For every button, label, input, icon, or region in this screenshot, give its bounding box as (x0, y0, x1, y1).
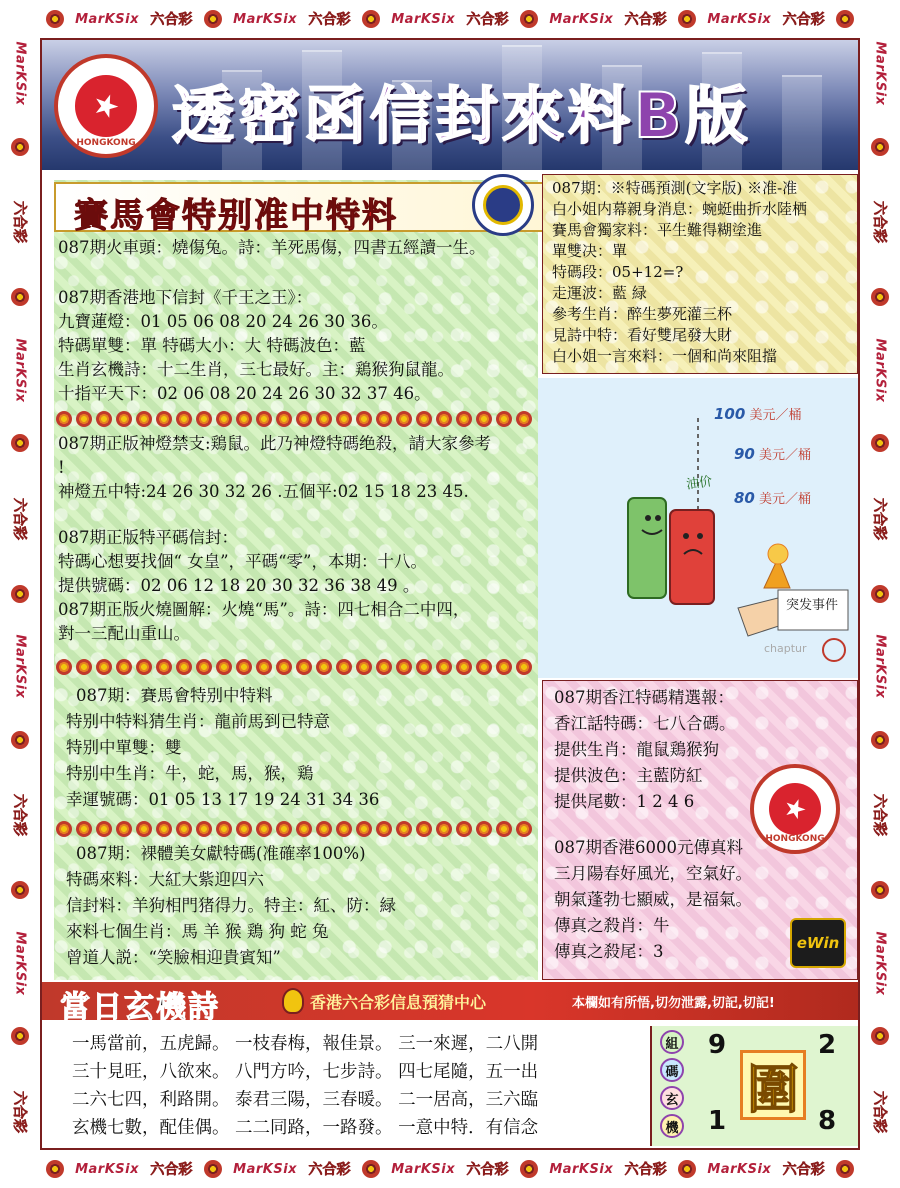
border-brand: MarKSix (872, 41, 888, 106)
combo-number: 8 (818, 1106, 837, 1136)
text-line: 傳真之殺尾：3 (554, 942, 664, 961)
bottom-banner (42, 982, 858, 1025)
text-line: 087期香港地下信封《千王之王》： (58, 288, 313, 307)
bauhinia-icon (75, 75, 136, 136)
border-brand-cn: 六合彩 (871, 200, 887, 243)
price-unit: 美元／桶 (759, 492, 812, 507)
border-brand: MarKSix (233, 1161, 298, 1177)
border-brand: MarKSix (12, 634, 28, 699)
flower-divider (56, 656, 536, 678)
price-value: 100 (714, 405, 746, 423)
price-value: 90 (734, 445, 755, 463)
main-frame (40, 38, 860, 1150)
cartoon-caption: 突发事件 (786, 598, 839, 613)
border-brand: MarKSix (549, 11, 614, 27)
flower-icon (46, 1160, 64, 1178)
gourd-icon (282, 988, 304, 1014)
flower-icon (11, 731, 29, 749)
flower-icon (871, 288, 889, 306)
combo-number: 2 (818, 1030, 837, 1060)
cartoon-drawing (538, 378, 858, 678)
text-line: 特碼單雙：單 特碼大小：大 特碼波色：藍 (58, 336, 366, 355)
flower-icon (520, 10, 538, 28)
combo-panel (650, 1026, 858, 1146)
border-brand: MarKSix (75, 1161, 139, 1177)
text-line: 提供尾數：1 2 4 6 (554, 792, 695, 811)
border-brand-cn: 六合彩 (308, 12, 351, 28)
text-line: 提供波色：主藍防紅 (554, 766, 703, 785)
text-line: 087期香江特碼精選報： (554, 688, 734, 707)
flower-icon (678, 10, 696, 28)
text-line: 特碼心想要找個“ 女皇”，平碼“零”，本期：十八。 (58, 552, 427, 571)
border-brand-cn: 六合彩 (466, 1162, 509, 1178)
poem-panel (54, 1026, 646, 1146)
flower-icon (204, 10, 222, 28)
text-line: 曾道人説：“笑臉相迎貴賓知” (66, 948, 281, 967)
text-line: 白小姐一言來料：一個和尚來阻擋 (552, 347, 778, 365)
border-brand-cn: 六合彩 (782, 1162, 825, 1178)
border-brand-cn: 六合彩 (466, 12, 509, 28)
text-line: 傳真之殺肖：牛 (554, 916, 670, 935)
text-line: 特别中特料猜生肖：龍前馬到已特意 (66, 712, 330, 731)
border-brand-cn: 六合彩 (11, 497, 27, 540)
border-brand: MarKSix (707, 11, 772, 27)
text-line: 見詩中特：看好雙尾發大財 (552, 326, 733, 344)
combo-label: 碼 (660, 1058, 684, 1082)
logo-ring (483, 185, 523, 225)
combo-label: 組 (660, 1030, 684, 1054)
flower-icon (11, 434, 29, 452)
bottom-title: 當日玄機詩 (60, 990, 220, 1025)
ewin-logo-text: eWin (796, 934, 840, 952)
text-line: 單雙决：單 (552, 242, 628, 260)
flower-icon (871, 881, 889, 899)
flower-icon (678, 1160, 696, 1178)
text-line: 特别中單雙：雙 (66, 738, 182, 757)
border-brand-cn: 六合彩 (624, 12, 667, 28)
text-line: 087期：※特碼預測(文字版) ※准-准 (552, 179, 798, 197)
border-brand-cn: 六合彩 (871, 1090, 887, 1133)
flower-icon (520, 1160, 538, 1178)
header (42, 40, 858, 170)
flower-icon (836, 10, 854, 28)
border-brand-cn: 六合彩 (11, 794, 27, 837)
text-line: ! (58, 458, 65, 477)
text-line: 特碼段：05+12=? (552, 263, 684, 281)
bottom-subtitle: 香港六合彩信息預猜中心 (310, 993, 487, 1012)
text-line: 走運波：藍 緑 (552, 284, 647, 302)
poem-line: 玄機七數，配佳偶。 二二同路，一路發。 一意中特．有信念 (72, 1118, 539, 1138)
text-line: 提供生肖：龍鼠鶏猴狗 (554, 740, 719, 759)
poem-line: 二六七四，利路開。 泰君三陽，三春暖。 二一居高，三六臨 (72, 1090, 539, 1110)
text-line: 生肖玄機詩：十二生肖，三七最好。主：鶏猴狗鼠龍。 (58, 360, 454, 379)
text-line: 十指平天下：02 06 08 20 24 26 30 32 37 46。 (58, 384, 431, 403)
border-brand: MarKSix (391, 11, 456, 27)
text-line: 087期香港6000元傳真料 (554, 838, 743, 857)
flower-icon (362, 10, 380, 28)
text-line: 087期正版神燈禁支:鶏鼠。此乃神燈特碼绝殺，請大家參考 (58, 434, 492, 453)
text-line: 白小姐内幕親身消息：蜿蜓曲折水陸栖 (552, 200, 808, 218)
flower-divider (56, 818, 536, 840)
border-brand-cn: 六合彩 (782, 12, 825, 28)
bottom-note: 本欄如有所悟,切勿泄露,切記,切記! (572, 996, 775, 1011)
flower-icon (362, 1160, 380, 1178)
poem-line: 一馬當前，五虎歸。 一枝春梅，報佳景。 三一來遲，二八開 (72, 1034, 539, 1054)
border-brand-cn: 六合彩 (871, 794, 887, 837)
border-brand-cn: 六合彩 (308, 1162, 351, 1178)
ewin-logo-icon (790, 918, 846, 968)
emblem-text: HONGKONG (765, 834, 825, 844)
flower-icon (871, 138, 889, 156)
border-brand-cn: 六合彩 (150, 1162, 193, 1178)
border-brand-cn: 六合彩 (871, 497, 887, 540)
flower-icon (11, 288, 29, 306)
border-brand: MarKSix (707, 1161, 772, 1177)
jockey-club-logo-icon (472, 174, 534, 236)
flower-icon (11, 881, 29, 899)
text-line: 來料七個生肖：馬 羊 猴 鶏 狗 蛇 兔 (66, 922, 329, 941)
text-line: 087期火車頭：燒傷兔。詩：羊死馬傷，四書五經讀一生。 (58, 238, 486, 257)
flower-icon (11, 585, 29, 603)
border-right (860, 38, 900, 1150)
combo-center: 圍 (740, 1050, 806, 1120)
text-line: 提供號碼：02 06 12 18 20 30 32 36 38 49 。 (58, 576, 420, 595)
price-value: 80 (734, 489, 755, 507)
cartoon-signature: chaptur (764, 642, 807, 655)
text-line: 087期正版特平碼信封： (58, 528, 238, 547)
border-brand: MarKSix (872, 338, 888, 403)
border-brand-cn: 六合彩 (624, 1162, 667, 1178)
price-unit: 美元／桶 (759, 448, 812, 463)
left-banner-title: 賽馬會特别准中特料 (74, 196, 398, 236)
text-line: 信封料：羊狗相門猪得力。特主：紅、防：緑 (66, 896, 396, 915)
border-brand: MarKSix (549, 1161, 614, 1177)
oil-price-cartoon (538, 378, 858, 678)
flower-icon (11, 138, 29, 156)
poem-line: 三十見旺，八欲來。 八門方吟，七步詩。 四七尾隨，五一出 (72, 1062, 539, 1082)
border-brand: MarKSix (872, 634, 888, 699)
border-brand: MarKSix (233, 11, 298, 27)
bauhinia-icon (769, 783, 821, 835)
text-line: 三月陽春好風光，空氣好。 (554, 864, 752, 883)
border-brand: MarKSix (12, 41, 28, 106)
flower-icon (871, 1027, 889, 1045)
page-title: 透密函信封來料B版 (172, 79, 752, 152)
building-shape (782, 75, 822, 170)
flower-icon (836, 1160, 854, 1178)
combo-number: 9 (708, 1030, 727, 1060)
text-line: 朝氣蓬勃七顯威，是福氣。 (554, 890, 752, 909)
flower-icon (11, 1027, 29, 1045)
border-brand: MarKSix (391, 1161, 456, 1177)
text-line: 特碼來料：大紅大紫迎四六 (66, 870, 264, 889)
border-top (0, 0, 900, 38)
text-line: 香江話特碼：七八合碼。 (554, 714, 736, 733)
flower-icon (871, 585, 889, 603)
emblem-text: HONGKONG (76, 138, 136, 148)
border-brand-cn: 六合彩 (11, 1090, 27, 1133)
flower-icon (871, 731, 889, 749)
price-unit: 美元／桶 (749, 408, 802, 423)
text-line: 幸運號碼：01 05 13 17 19 24 31 34 36 (66, 790, 380, 809)
left-banner (54, 182, 544, 236)
text-line: 參考生肖：醉生夢死灌三杯 (552, 305, 733, 323)
combo-label: 機 (660, 1114, 684, 1138)
text-line: 087期：裸體美女獻特碼(准確率100%) (76, 844, 366, 863)
combo-label: 玄 (660, 1086, 684, 1110)
text-line: 賽馬會獨家料：平生難得糊塗進 (552, 221, 763, 239)
text-line: 神燈五中特:24 26 30 32 26 .五個平:02 15 18 23 45. (58, 482, 469, 501)
barrel-label: 油价 (685, 474, 714, 493)
text-line: 九寶蓮燈：01 05 06 08 20 24 26 30 36。 (58, 312, 388, 331)
border-left (0, 38, 40, 1150)
text-line: 特别中生肖：牛，蛇，馬，猴，鶏 (66, 764, 314, 783)
border-bottom (0, 1150, 900, 1188)
text-line: 對一三配山重山。 (58, 624, 190, 643)
flower-divider (56, 408, 536, 430)
combo-number: 1 (708, 1106, 727, 1136)
hk-emblem-icon (54, 54, 158, 158)
border-brand-cn: 六合彩 (150, 12, 193, 28)
flower-icon (871, 434, 889, 452)
border-brand: MarKSix (12, 931, 28, 996)
border-brand: MarKSix (12, 338, 28, 403)
border-brand-cn: 六合彩 (11, 200, 27, 243)
flower-icon (204, 1160, 222, 1178)
border-brand: MarKSix (872, 931, 888, 996)
border-brand: MarKSix (75, 11, 139, 27)
text-line: 087期：賽馬會特别中特料 (76, 686, 273, 705)
text-line: 087期正版火燒圖解：火燒“馬”。詩：四七相合二中四， (58, 600, 470, 619)
flower-icon (46, 10, 64, 28)
hk-emblem-icon (750, 764, 840, 854)
